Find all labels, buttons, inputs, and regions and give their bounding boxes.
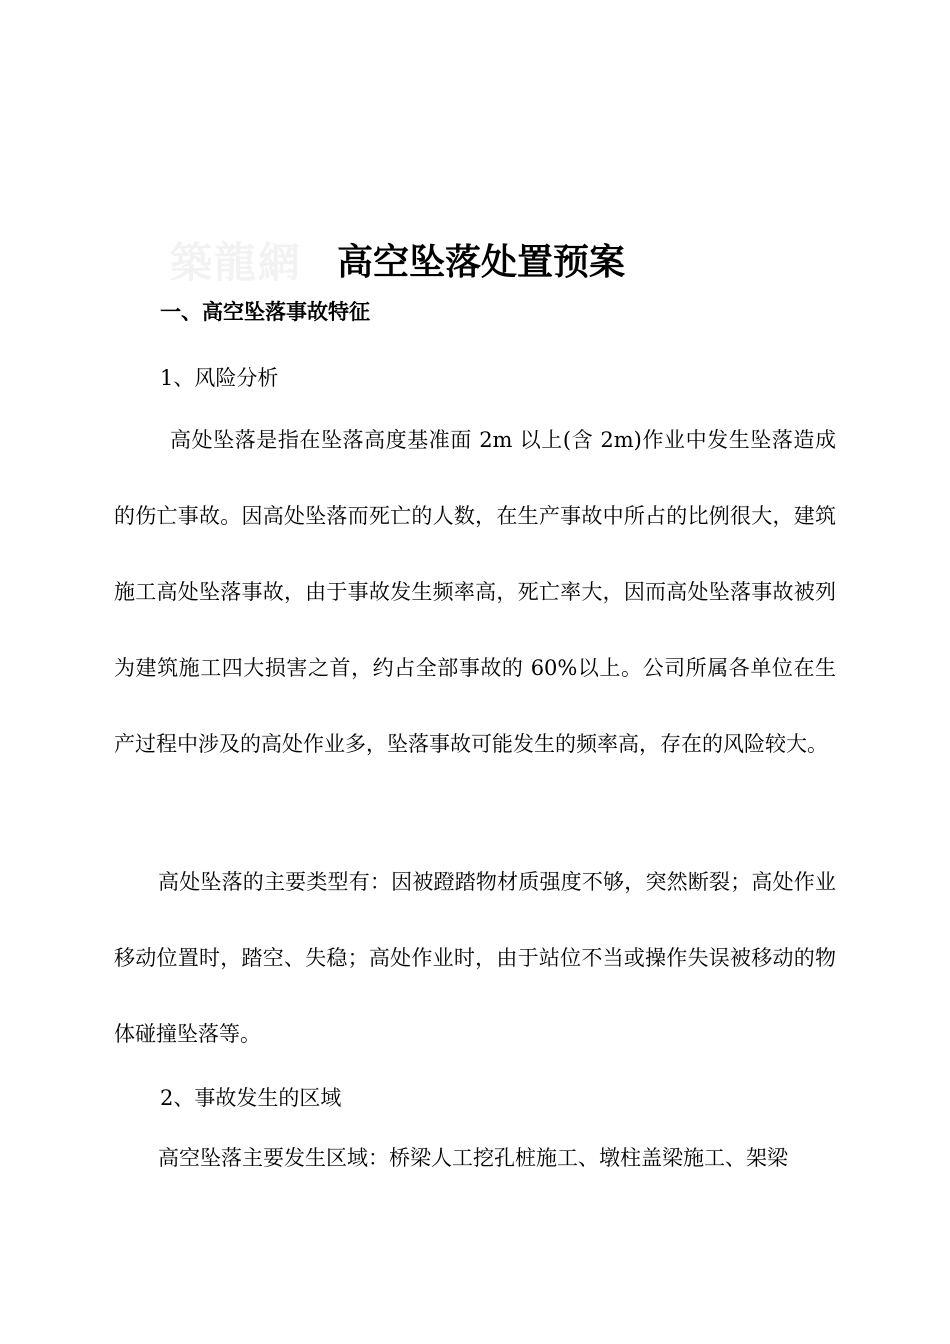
watermark-logo: 築龍網 [170,238,303,287]
paragraph-risk-analysis: 高处坠落是指在坠落高度基准面 2m 以上(含 2m)作业中发生坠落造成的伤亡事故。因高处坠落而死亡的人数，在生产事故中所占的比例很大，建筑施工高处坠落事故，由于事故发生频率高，死亡率大，因而高处坠落事故被列为建筑施工四大损害之首，约占全部事故的 60%以上。公司所属各单位在生产过程中涉及的高处作业多，坠落事故可能发生的频率高，存在的风险较大。 [114,428,836,756]
paragraph-fall-types: 高处坠落的主要类型有：因被蹬踏物材质强度不够，突然断裂；高处作业移动位置时，踏空、失稳；高处作业时，由于站位不当或操作失误被移动的物体碰撞坠落等。 [114,870,836,1046]
subheading-risk-analysis: 1、风险分析 [160,366,279,390]
section-heading: 一、高空坠落事故特征 [160,300,370,324]
subheading-accident-areas: 2、事故发生的区域 [160,1086,342,1110]
paragraph-accident-areas: 高空坠落主要发生区域：桥梁人工挖孔桩施工、墩柱盖梁施工、架梁 [158,1146,788,1170]
page-title: 高空坠落处置预案 [337,241,626,283]
